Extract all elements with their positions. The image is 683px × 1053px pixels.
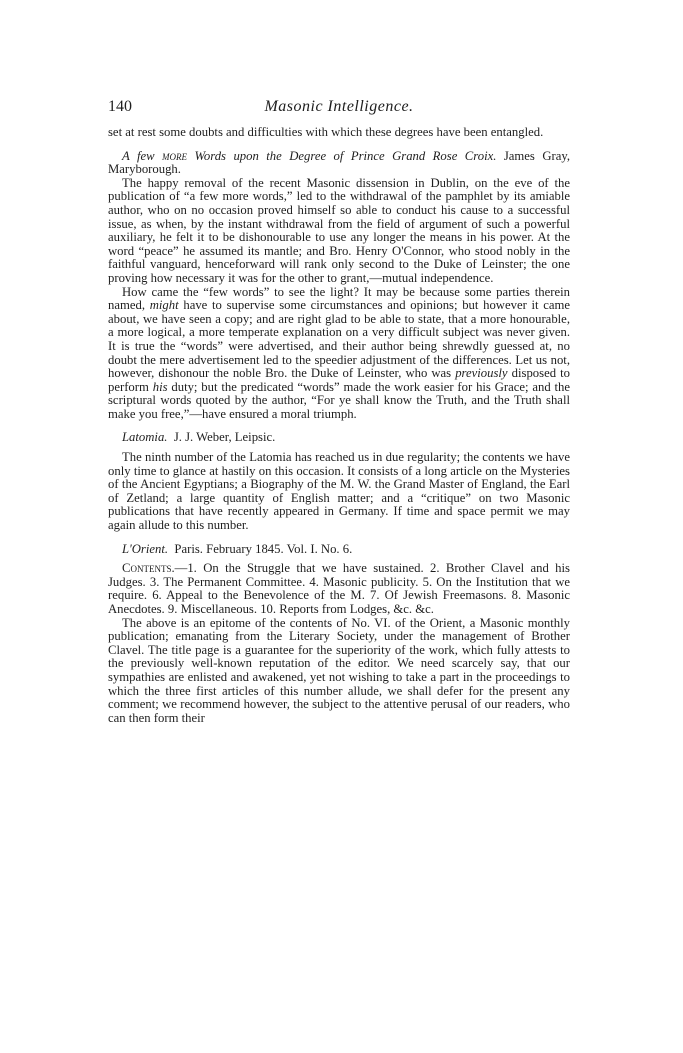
emphasis: might	[149, 298, 179, 313]
review-lead: A few	[122, 148, 155, 163]
running-title: Masonic Intelligence.	[264, 98, 414, 115]
running-head	[108, 100, 570, 120]
review-title: Words upon the Degree of Prince Grand Rose Croix.	[194, 148, 497, 163]
text-run: How came the “few words” to see the light? It may be because some parties therein named,	[108, 284, 570, 313]
paragraph: The happy removal of the recent Masonic dissension in Dublin, on the eve of the publication of “a few more words,” led to the withdrawal of the pamphlet by its amiable author, who on no occasion proved himself so able to conduct his cause to a successful issue, as when, by the instant withdrawal from the field of argument of such a powerful auxiliary, he felt it to be dishonourable to use any longer the means in his power. At the word “peace” he assumed its mantle; and Bro. Henry O'Connor, who stood nobly in the faithful vanguard, henceforward will rank only second to the Duke of Leinster; the one proving how necessary it was for the other to grant,—mutual independence.	[108, 175, 570, 285]
review-heading-orient	[108, 543, 570, 557]
contents-paragraph	[108, 562, 570, 616]
review-heading-rose-croix	[108, 150, 570, 177]
review-author: J. J. Weber, Leipsic.	[173, 430, 276, 445]
review-heading-latomia	[108, 431, 570, 445]
review-author: James Gray, Maryborough.	[108, 148, 571, 177]
review-details: Paris. February 1845. Vol. I. No. 6.	[174, 541, 353, 556]
paragraph: The above is an epitome of the contents of No. VI. of the Orient, a Masonic monthly publication; emanating from the Literary Society, under the management of Brother Clavel. The title page is a guarantee for the superiority of the work, which fully attests to the previously well-known reputation of the editor. We need scarcely say, that our sympathies are enlisted and awakened, yet not wishing to take a part in the proceedings to which the three first articles of this number allude, we shall defer for the present any comment; we recommend however, the subject to the attentive perusal of our readers, who can then form their	[108, 615, 570, 725]
text-run: have to supervise some circumstances and opinions; but however it came about, we have seen a copy; and are right glad to be able to state, that a more honourable, a more logical, a more temperate explanation on a very difficult subject was never given. It is true the “words” were advertised, and their author being shrewdly guessed at, no doubt the mere advertisement led to the speedier adjustment of the differences. Let us not, however, dishonour the noble Bro. the Duke of Leinster, who was	[108, 298, 571, 381]
text-run: duty; but the predicated “words” made the work easier for his Grace; and the scriptural words quoted by the author, “For ye shall know the Truth, and the Truth shall make you free,”—have ensured a moral triumph.	[108, 379, 571, 421]
review-title: L'Orient.	[122, 541, 169, 556]
emphasis: his	[152, 379, 168, 394]
contents-list: —1. On the Struggle that we have sustained. 2. Brother Clavel and his Judges. 3. The Permanent Committee. 4. Masonic publicity. 5. On the Institution that we require. 6. Appeal to the Benevolence of the M. 7. Of Jewish Freemasons. 8. Masonic Anecdotes. 9. Miscellaneous. 10. Reports from Lodges, &c. &c.	[108, 561, 570, 616]
page-number: 140	[108, 98, 132, 115]
paragraph	[108, 286, 570, 422]
book-page	[108, 100, 570, 725]
review-lead-small-caps: more	[162, 148, 188, 163]
emphasis: previously	[455, 366, 508, 381]
text-run: disposed to perform	[108, 366, 571, 394]
carry-over-paragraph: set at rest some doubts and difficulties with which these degrees have been entangled.	[108, 125, 544, 139]
paragraph: The ninth number of the Latomia has reached us in due regularity; the contents we have only time to glance at hastily on this occasion. It consists of a long article on the Mysteries of the Ancient Egyptians; a Biography of the M. W. the Grand Master of England, the Earl of Zetland; a large quantity of English matter; and a “critique” on two Masonic publications that have recently appeared in Germany. If time and space permit we may again allude to this number.	[108, 450, 570, 533]
contents-label: Contents.	[122, 561, 175, 576]
review-title: Latomia.	[122, 430, 168, 445]
